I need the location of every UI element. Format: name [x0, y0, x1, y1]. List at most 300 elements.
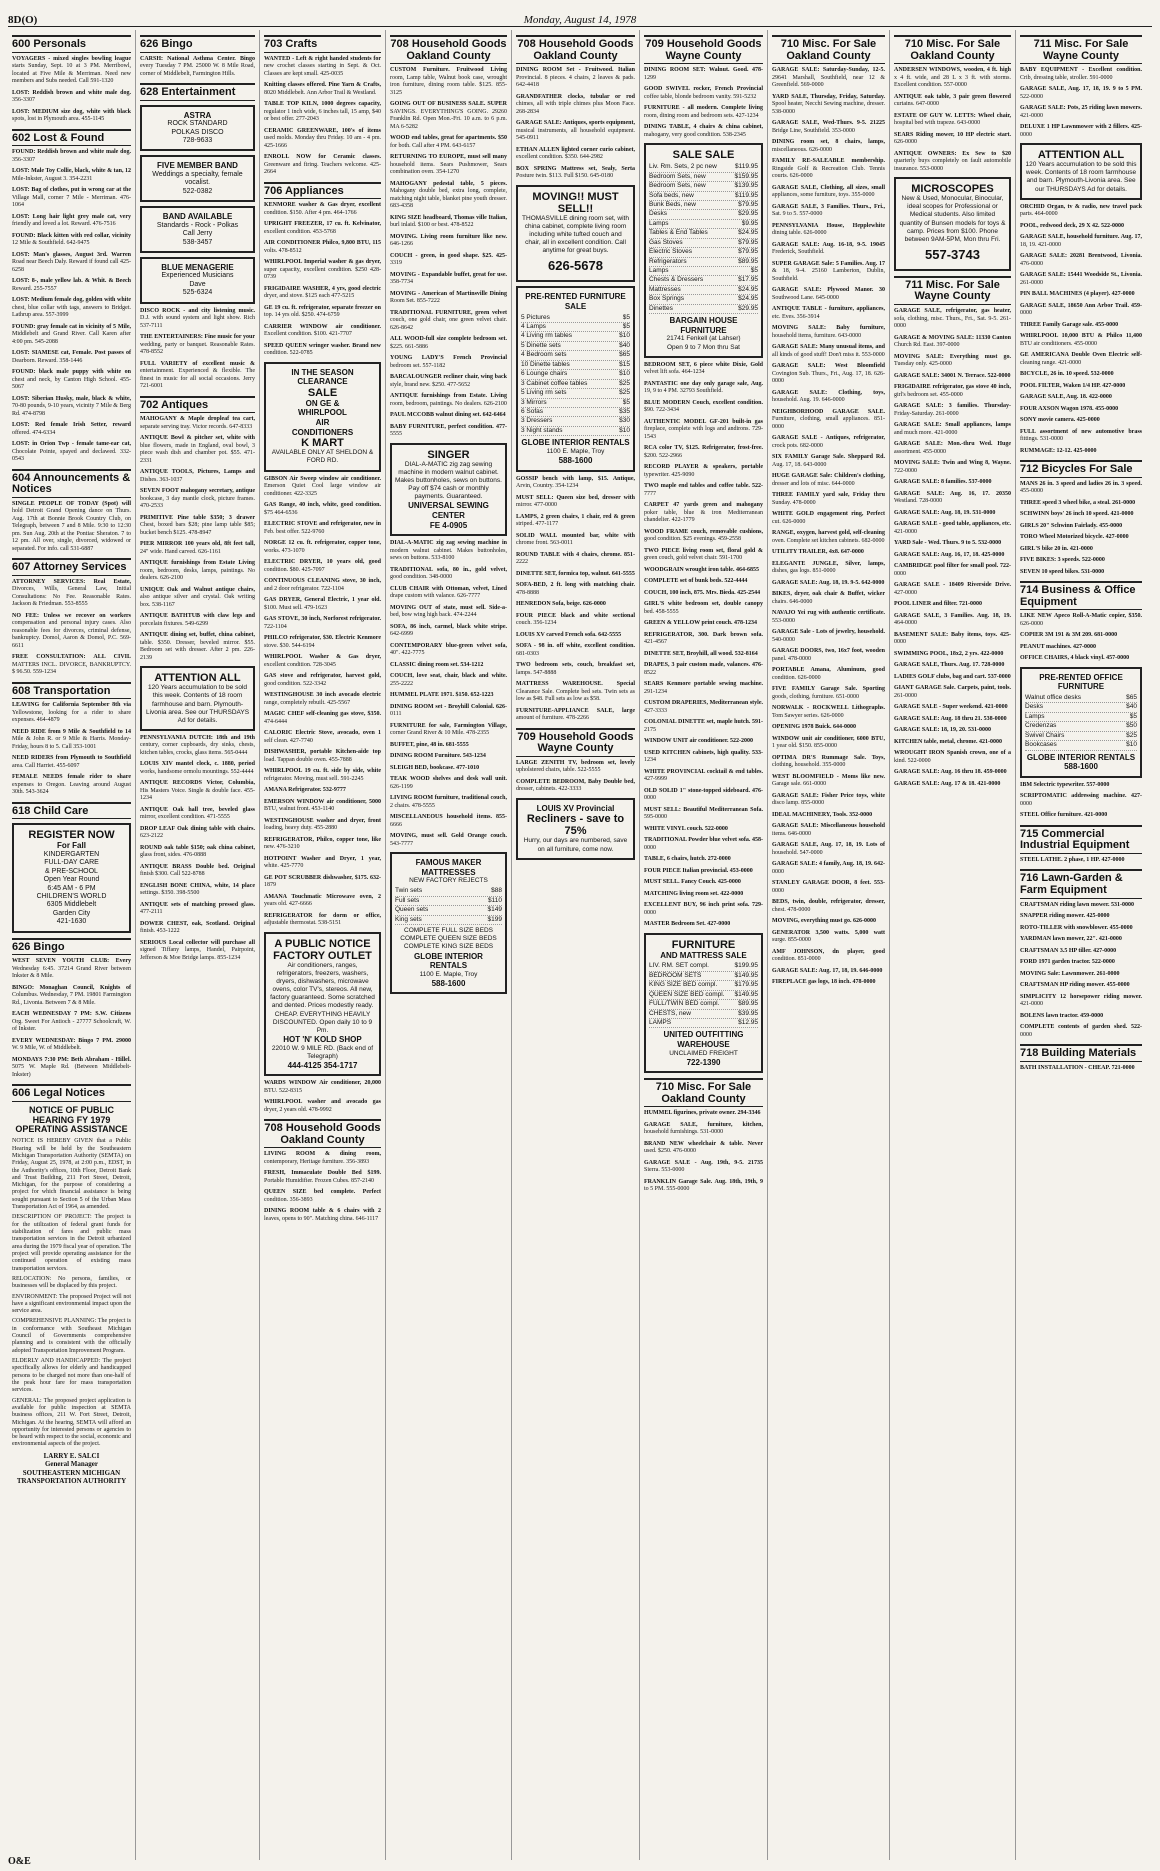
- price-value: $50: [1126, 722, 1137, 730]
- section-heading: 715 Commercial Industrial Equipment: [1020, 825, 1142, 854]
- classified-ad: FULL VARIETY of excellent music & entertainment. Experienced & flexible. The finest in music for all social occasions. Jerry 721-6001: [140, 360, 255, 390]
- classified-ad: DINING ROOM SET: Walnut. Good. 478-1299: [644, 67, 763, 81]
- classified-ad: STEEL Office furniture. 421-0000: [1020, 812, 1108, 819]
- classified-ad: ANTIQUE BRASS Double bed. Original finish $300. Call 522-8788: [140, 863, 255, 878]
- price-value: $10: [619, 370, 630, 378]
- moving-sale-box: [516, 185, 635, 283]
- price-row: [1025, 741, 1137, 750]
- price-row: [521, 427, 630, 436]
- price-value: $199: [487, 915, 502, 923]
- classified-ad: NORGE 12 cu. ft. refrigerator, copper tone, works. 473-1070: [264, 540, 381, 554]
- childcare-line: Open Year Round: [43, 876, 100, 884]
- price-row: [395, 887, 502, 896]
- price-value: $79.95: [738, 248, 758, 256]
- classified-ad: AMANA Refrigerator. 532-9777: [264, 787, 346, 794]
- price-list: [521, 314, 630, 437]
- kmart-line: IN THE SEASON: [291, 367, 354, 377]
- classified-ad: THREE FAMILY yard sale, Friday thru Sunday. 478-0000: [772, 492, 885, 506]
- classified-ad: SNAPPER riding mower. 425-0000: [1020, 913, 1110, 920]
- classified-ad: RCA color TV, $125. Refrigerator, frost-free. $200. 522-2966: [644, 445, 763, 459]
- moving-title: MOVING!! MUST SELL!!: [532, 190, 619, 215]
- band-ad-box: [140, 206, 255, 253]
- price-value: $25: [1126, 731, 1137, 739]
- recliner-sale-box: [516, 798, 635, 860]
- classified-ad: KING SIZE headboard, Thomas ville Italian, burl inlaid. $100 or best. 478-8522: [390, 214, 507, 229]
- microscopes-phone: 557-3743: [925, 246, 980, 262]
- price-item: 10 Dinette tables: [521, 360, 570, 368]
- price-value: $30: [619, 417, 630, 425]
- classified-ad: COPIER 3M 191 & 3M 209. 681-0000: [1020, 632, 1118, 639]
- classified-ad: EMERSON WINDOW air conditioner, 5000 BTU, walnut front. 453-1140: [264, 798, 381, 813]
- office-store: GLOBE INTERIOR RENTALS: [1026, 752, 1136, 762]
- price-item: 6 Sofas: [521, 407, 544, 415]
- notice-paragraph: COMPREHENSIVE PLANNING: The project is in conformance with Southeast Michigan Council of Governments comprehensive planning and is consistent with the officially adopted Transportation Improvement Program.: [12, 1318, 131, 1354]
- band-ad-line: 522-0382: [182, 187, 213, 195]
- classified-ad: STANLEY GARAGE DOOR, 8 feet. 553-0000: [772, 880, 885, 894]
- classified-ad: HUMMEL figurines, private owner. 294-3346: [644, 1110, 761, 1117]
- classified-ad: CUSTOM Furniture. Fruitwood Living room, Lamp table, Walnut book case, wrought iron furniture, dining room table. $125. 855-3125: [390, 67, 507, 96]
- classified-ad: ANTIQUE furnishings from Estate Living room, bedroom, desks, lamps, paintings. No dealers. 626-2100: [140, 560, 255, 582]
- price-item: KING SIZE BED compl.: [649, 981, 718, 989]
- notice-paragraph: RELOCATION: No persons, families, or businesses will be displaced by this project.: [12, 1275, 131, 1290]
- childcare-line: CHILDREN'S WORLD: [36, 892, 107, 900]
- classified-ad: REFRIGERATOR for dorm or office, adjustable thermostat. 538-5151: [264, 912, 381, 927]
- classified-ad: TABLE, 6 chairs, hutch. 272-0000: [644, 856, 731, 863]
- classified-ad: GARAGE SALE - 18409 Riverside Drive. 427-0000: [894, 582, 1011, 596]
- classified-ad: BEDS, twin, double, refrigerator, dresser, chest. 478-0000: [772, 899, 885, 913]
- price-row: [649, 201, 758, 210]
- classified-ad: POOL FILTER, Waken 1/4 HP. 427-0000: [1020, 382, 1126, 389]
- classified-ad: GARAGE SALE: Aug. 16, 17. 20350 Westland. 728-0000: [894, 490, 1011, 505]
- column-3: [260, 30, 386, 1860]
- band-ad-line: Experienced Musicians: [161, 272, 234, 280]
- price-item: Dinettes: [649, 304, 673, 312]
- classified-ad: GE POT SCRUBBER dishwasher, $175. 632-1879: [264, 874, 381, 889]
- price-value: $24.95: [738, 285, 758, 293]
- price-row: [649, 210, 758, 219]
- classified-ad: GARAGE SALE: Aug. 18 thru 21. 538-0000: [894, 715, 1007, 722]
- classified-ad: SEVEN FOOT mahogany secretary, antique bookcase, 3 day mantle clock, picture frames. 470-2533: [140, 488, 255, 510]
- classified-ad: MOVING. Living room furniture like new. 646-1266: [390, 233, 507, 248]
- classified-ad: WESTINGHOUSE 30 inch avocado electric range, completely rebuilt. 425-5567: [264, 692, 381, 706]
- price-row: [649, 276, 758, 285]
- classified-ad: GARAGE SALE: Pots, 25 riding lawn mowers. 421-0000: [1020, 105, 1142, 119]
- classified-ad: GARAGE SALE: Small appliances, lamps and much more. 421-0000: [894, 422, 1011, 436]
- classified-ad: CERAMIC GREENWARE, 100's of items used molds. Monday thru Friday. 10 am - 4 pm. 425-1666: [264, 127, 381, 149]
- classified-ad: THREE Family Garage sale. 455-0000: [1020, 321, 1119, 328]
- notice-org: SOUTHEASTERN MICHIGAN TRANSPORTATION AUTHORITY: [16, 1468, 127, 1485]
- section-heading: 708 Household Goods Oakland County: [264, 1119, 381, 1148]
- price-value: $29.95: [738, 210, 758, 218]
- classified-ad: FIVE FAMILY Garage Sale. Sporting goods, clothing, furniture. 651-0000: [772, 686, 885, 700]
- classified-ad: SINGLE PEOPLE OF TODAY (Spot) will hold Detroit Grand Opening dance on Thurs. Aug. 17th at Bonnie Brook Country Club, on Telegraph, between 7 and 8 Mile. 9:30 to 12:30 pm. Sun Aug. 20th at the Pontiac Sheraton. 7 to 12 pm. All over, single, divorced, widowed or separated. For info. call 531-6887: [12, 500, 131, 552]
- classified-ad: ANTIQUE RECORDS Victor, Columbia, His Masters Voice. Single & double face. 455-1234: [140, 780, 255, 802]
- office-furniture-box: [1020, 667, 1142, 778]
- price-item: Refrigerators: [649, 257, 687, 265]
- classified-ad: REFRIGERATOR, Philco, copper tone, like new. 476-3210: [264, 836, 381, 851]
- classified-ad: COMPLETE BEDROOM, Baby Double bed, dresser, cabinets. 422-3333: [516, 778, 635, 793]
- classified-ad: CLUB CHAIR with Ottoman, velvet, Lined drape custom with valance. 626-7777: [390, 585, 507, 600]
- classified-ad: AMANA Touchmatic Microwave oven, 2 years old. 427-6666: [264, 893, 381, 908]
- price-value: $88: [491, 887, 502, 895]
- notice-paragraph: DESCRIPTION OF PROJECT: The project is for the utilization of federal grant funds for stabilization of fares and public mass transportation services in the Detroit urbanized area during the 1979 fiscal year of operation. The project will provide operating assistance for the continued operation of existing mass transportation services.: [12, 1214, 131, 1272]
- childcare-line: FULL-DAY CARE: [44, 859, 99, 867]
- classified-ad: DOWER CHEST, oak, Scotland. Original finish. 453-1222: [140, 920, 255, 935]
- classified-ad: CARPET 47 yards green and mahogany poker table, blue & iron Mediterranean chandelier. 422-1779: [644, 502, 763, 524]
- mattress-title: FAMOUS MAKER MATTRESSES: [415, 858, 482, 877]
- classified-ad: BEDROOM SET, 6 piece white Dixie, Gold velvet lift sofa. 464-1234: [644, 361, 763, 376]
- classified-ad: GARAGE SALE: 8 families. 537-0000: [894, 479, 992, 486]
- classified-ad: FURNITURE for sale, Farmington Village, corner Grand River & 10 Mile. 478-2355: [390, 722, 507, 737]
- band-ad-line: POLKAS DISCO: [171, 128, 224, 136]
- classified-ad: GARAGE SALE: 34001 N. Terrace. 522-0000: [894, 372, 1011, 379]
- price-item: CHESTS, new: [649, 1009, 691, 1017]
- classified-ad: WHIRLPOOL Imperial washer & gas dryer, super capacity, excellent condition. $250 428-0739: [264, 259, 381, 281]
- classified-ad: FURNITURE - all modern. Complete living room, dining room and bedroom sets. 427-1234: [644, 105, 763, 119]
- price-row: [1025, 694, 1137, 703]
- classified-ad: ANTIQUE TOOLS, Pictures, Lamps and Dishes. 363-1037: [140, 469, 255, 483]
- classified-ad: ROTO-TILLER with snowblower. 455-0000: [1020, 924, 1133, 931]
- classified-ad: FOUR PIECE Italian provincial. 453-0000: [644, 867, 753, 874]
- price-item: 3 Night stands: [521, 426, 563, 434]
- price-item: Chests & Dressers: [649, 276, 704, 284]
- price-value: $89.95: [738, 1000, 758, 1008]
- classified-ad: KENMORE washer & Gas dryer, excellent condition. $150. After 4 pm. 464-1766: [264, 202, 381, 216]
- classified-ad: GARAGE SALE: Saturday-Sunday, 12-5. 29641 Marshall, Southfield, near 12 & Greenfield. 569-0000: [772, 67, 885, 89]
- classified-ad: GARAGE SALE: Clothing, toys, household. Aug. 19. 646-0000: [772, 389, 885, 404]
- classified-ad: VOYAGERS - mixed singles bowling league starts Sunday, Sept. 10 at 3 PM. Merribowl, located at Five Mile & Merriman. Need new members and Subs needed. Call 591-1320: [12, 55, 131, 85]
- price-row: [521, 332, 630, 341]
- attention-title: ATTENTION ALL: [1037, 149, 1125, 162]
- classified-ad: SERIOUS Local collector will purchase all signed Tiffany lamps, Handel, Pairpoint, Jefferson & Moe Bridge lamps. 855-1234: [140, 939, 255, 961]
- classified-ad: WINDOW unit air conditioner, 6000 BTU, 1 year old. $150. 855-0000: [772, 735, 885, 750]
- notice-signer: LARRY E. SALCI: [43, 1451, 100, 1460]
- band-ad-box: [140, 257, 255, 304]
- classified-ad: MAGIC CHEF self-cleaning gas stove, $350. 474-6444: [264, 711, 381, 725]
- price-value: $65: [1126, 694, 1137, 702]
- section-heading: 714 Business & Office Equipment: [1020, 581, 1142, 610]
- factory-outlet-box: [264, 932, 381, 1077]
- price-row: [1025, 722, 1137, 731]
- column-4: [386, 30, 512, 1860]
- price-value: $12.95: [738, 1018, 758, 1026]
- price-value: $17.95: [738, 276, 758, 284]
- price-value: $5: [622, 398, 630, 406]
- attention-text: 120 Years accumulation to be sold this week. Contents of 18 room farmhouse and barn. Plymouth-Livonia area. See our THURSDAYS Ad for details.: [1025, 161, 1137, 193]
- classified-ad: LOST: in Orion Twp - female tame-ear cat, Chocolate Pointe, spayed and declawed. 332-0543: [12, 441, 131, 463]
- price-item: Bookcases: [1025, 741, 1057, 749]
- kmart-ad-box: [264, 362, 381, 472]
- classified-ad: TWO bedroom sets, couch, breakfast set, lamps. 547-8888: [516, 662, 635, 676]
- band-ad-line: Weddings a specialty, female vocalist.: [152, 170, 243, 187]
- classified-ad: GARAGE SALE: Aug. 16-18, 9-5. 19045 Frederick, Southfield.: [772, 241, 885, 256]
- price-value: $159.95: [734, 172, 758, 180]
- section-heading: 708 Household Goods Oakland County: [516, 35, 635, 64]
- price-value: $10: [619, 332, 630, 340]
- section-heading: 608 Transportation: [12, 682, 131, 700]
- price-row: [649, 173, 758, 182]
- classified-ad: PANTASTIC one day only garage sale, Aug. 19, 9 to 4 PM. 32793 Southfield.: [644, 380, 763, 395]
- band-ad-line: 728-9633: [182, 136, 213, 144]
- mattress-line: COMPLETE QUEEN SIZE BEDS: [400, 935, 497, 943]
- classified-ad: FREE CONSULTATION: ALL CIVIL MATTERS INCL. DIVORCE, BANKRUPTCY. $ 96.50. 559-1234: [12, 654, 131, 676]
- classified-ad: UPRIGHT FREEZER, 17 cu. ft. Kelvinator, excellent condition. 453-5768: [264, 221, 381, 235]
- classified-ad: GARAGE SALE: Mon.-thru Wed. Huge assortment. 455-0000: [894, 441, 1011, 455]
- section-heading: 703 Crafts: [264, 35, 381, 53]
- classified-ad: ANTIQUE TABLE - furniture, appliances, etc. Eves. 356-3914: [772, 306, 885, 320]
- classified-ad: GARAGE SALE: Aug. 16 thru 18. 459-0000: [894, 769, 1007, 776]
- band-ad-line: ASTRA: [183, 110, 212, 120]
- price-item: 5 Living rm sets: [521, 389, 567, 397]
- prerented-store: GLOBE INTERIOR RENTALS: [521, 438, 630, 448]
- childcare-line: Garden City: [52, 909, 91, 917]
- classified-ad: ANTIQUE dining set, buffet, china cabinet, table. $350. Dresser, beveled mirror. $55. Bedroom set with dresser. After 2 pm. 226-2139: [140, 632, 255, 661]
- singer-phone: FE 4-0905: [429, 520, 468, 530]
- classified-ad: POOL LINER and filter. 721-0000: [894, 601, 982, 608]
- classified-ad: MOVING, must sell. Gold Orange couch. 543-7777: [390, 833, 507, 847]
- classified-ad: TRADITIONAL sofa, 80 in., gold velvet, good condition. 348-0000: [390, 566, 507, 581]
- price-item: 4 Bedroom sets: [521, 351, 567, 359]
- price-row: [649, 1000, 758, 1009]
- price-value: $10: [619, 426, 630, 434]
- price-item: Lamps: [649, 219, 669, 227]
- classified-ad: SOFA - 98 in. off white, excellent condition. 681-0303: [516, 643, 635, 657]
- price-row: [649, 962, 758, 971]
- classified-ad: GOSSIP bench with lamp, $15. Antique, Arvin, Country. 354-1234: [516, 475, 635, 490]
- price-item: Tables & End Tables: [649, 229, 708, 237]
- classified-ad: GAS stove and refrigerator, harvest gold, good condition. 522-3342: [264, 673, 381, 687]
- classified-ad: EVERY WEDNESDAY: Bingo 7 PM. 29000 W. 9 Mile, W. of Middlebelt.: [12, 1037, 131, 1052]
- price-row: [521, 399, 630, 408]
- classified-ad: GE AMERICANA Double Oven Electric self-cleaning range. 421-0000: [1020, 352, 1142, 366]
- classified-ad: GE 19 cu. ft. refrigerator, separate freezer on top. 14 yrs old. $250. 474-6759: [264, 304, 381, 319]
- notice-paragraph: NOTICE IS HEREBY GIVEN that a Public Hearing will be held by the Southeastern Michigan Transportation Authority (SEMTA) on Friday, August 25, 1978, at 2:00 p.m., EDST, in the Authority's offices, 10th Floor, Detroit Bank and Trust Building, 211 Fort Street, Detroit, Michigan, for the purpose of considering a project for which financial assistance is being sought pursuant to Section 5 of the Urban Mass Transportation Act of 1964, as amended.: [12, 1138, 131, 1211]
- classified-ad: HUGE GARAGE Sale: Children's clothing, dresser and lots of misc. 644-0000: [772, 473, 885, 487]
- attention-ad-box: [140, 666, 255, 731]
- price-row: [649, 220, 758, 229]
- mattress-phone: 588-1600: [431, 978, 466, 988]
- childcare-line: KINDERGARTEN: [43, 851, 100, 859]
- classified-ad: WHIRLPOOL Washer & Gas dryer, excellent condition. 728-3045: [264, 654, 381, 668]
- section-heading: 711 Misc. For Sale Wayne County: [894, 276, 1011, 305]
- price-value: $119.95: [734, 163, 758, 171]
- factory-title: A PUBLIC NOTICE FACTORY OUTLET: [273, 937, 372, 962]
- singer-ad-box: [390, 443, 507, 537]
- classified-ad: PENNSYLVANIA DUTCH: 18th and 19th century, corner cupboards, dry sinks, chests, kitchen tables, crocks, glass items. 565-0444: [140, 734, 255, 756]
- page-number: 8D(O): [8, 14, 38, 26]
- price-item: Queen sets: [395, 906, 429, 914]
- classified-ad: DINING room set, 8 chairs, lamps, miscellaneous. 626-0000: [772, 139, 885, 153]
- classified-ad: GARAGE SALE, 3 Families. Aug. 18, 19. 464-0000: [894, 612, 1011, 627]
- band-ad-line: Dave: [189, 280, 206, 288]
- classified-ad: MOVING SALE: Everything must go. Tuesday only. 425-0000: [894, 353, 1011, 368]
- attention-ad-box: [1020, 143, 1142, 200]
- classified-ad: WHITE PROVINCIAL cocktail & end tables. 427-9999: [644, 768, 763, 783]
- classified-ad: CRAFTSMAN riding lawn mower. 531-0000: [1020, 901, 1134, 908]
- classified-ad: CALORIC Electric Stove, avocado, oven 1 self clean. 427-7740: [264, 730, 381, 744]
- classified-ad: GARAGE Sale - Lots of jewelry, household. 540-0000: [772, 629, 885, 643]
- price-row: [395, 906, 502, 915]
- column-9: [1016, 30, 1146, 1860]
- band-ad-line: ROCK STANDARD: [167, 120, 228, 128]
- classified-ad: GARAGE SALE, Thurs. Aug. 17. 728-0000: [894, 662, 1005, 669]
- price-row: [395, 916, 502, 925]
- classified-ad: PEANUT machines. 427-0000: [1020, 643, 1097, 650]
- childcare-title: REGISTER NOW: [28, 829, 115, 842]
- childcare-ad-box: [12, 823, 131, 932]
- bargain-addr: 21741 Fenkell (at Lahser): [666, 335, 741, 343]
- classified-ad: GARAGE SALE: Aug. 18, 19. 9-5. 642-0000: [772, 579, 885, 586]
- price-item: Credenzas: [1025, 722, 1057, 730]
- classified-ad: LAMPS, 2 green chairs, 1 chair, red & green striped. 477-1177: [516, 513, 635, 528]
- classified-ad: ANDERSEN WINDOWS, wooden, 4 ft. high x 4 ft. wide, and 28 L x 3 ft. with storms. Excellent condition. 557-0000: [894, 67, 1011, 89]
- classified-ad: ANTIQUE Bowl & pitcher set, white with blue flowers, made in England, oval bowl, 3 piece wash dish and chamber pot. $55. 471-2331: [140, 435, 255, 464]
- price-value: $40: [619, 341, 630, 349]
- classified-ad: DINING ROOM Set - Fruitwood. Italian Provincial. 8 pieces. 4 chairs, 2 leaves & pads. 642-4418: [516, 67, 635, 89]
- classified-ad: WROUGHT IRON Spanish crown, one of a kind. 522-0000: [894, 750, 1011, 764]
- band-ad-line: Call Jerry: [182, 230, 213, 238]
- classified-ad: ANTIQUE Oak hall tree, beveled glass mirror, excellent condition. 471-5555: [140, 806, 255, 821]
- furniture-addr: UNCLAIMED FREIGHT: [669, 1049, 738, 1057]
- classified-ad: GARAGE SALE, Wed-Thurs. 9-5. 21225 Bridge Line, Southfield. 353-0000: [772, 120, 885, 134]
- classified-ad: GRANDFATHER clocks, tubular or rod chimes, all with triple chimes plus Moon Face. 268-2834: [516, 93, 635, 115]
- price-item: 3 Mirrors: [521, 398, 547, 406]
- classified-ad: DINING ROOM table & 6 chairs with 2 leaves, opens to 90". Matching china. 646-1117: [264, 1208, 381, 1222]
- mattress-ad-box: [390, 852, 507, 994]
- factory-addr: 22010 W. 9 MILE RD. (Back end of Telegraph): [271, 1044, 374, 1060]
- classified-ad: MUST SELL: Queen size bed, dresser with mirror. 477-0000: [516, 494, 635, 509]
- classified-ad: FIREPLACE gas logs, 18 inch. 478-0000: [772, 979, 876, 986]
- classified-ad: GENERATOR 3,500 watts. 5,000 watt surge. 855-0000: [772, 929, 885, 944]
- band-ad-line: BLUE MENAGERIE: [161, 262, 234, 272]
- price-value: $199.95: [734, 962, 758, 970]
- classified-ad: MAHOGANY & Maple dropleaf tea cart, separate serving tray. Victor records. 647-8333: [140, 416, 255, 430]
- classified-ad: BOX SPRING Mattress set, Sealy, Serta Posture twin. $113. Full $150. 645-0180: [516, 165, 635, 180]
- price-row: [649, 239, 758, 248]
- classified-ad: GIANT GARAGE Sale. Carpets, paint, tools. 261-0000: [894, 685, 1011, 699]
- moving-phone: 626-5678: [548, 258, 603, 274]
- column-5: [512, 30, 640, 1860]
- price-value: $89.95: [738, 257, 758, 265]
- price-row: [649, 972, 758, 981]
- classified-ad: ANTIQUE oak table, 3 pair green flowered curtains. 647-0000: [894, 93, 1011, 108]
- classified-ad: ANTIQUE BATHTUB with claw legs and porcelain fixtures. 549-6299: [140, 613, 255, 627]
- kmart-line: SALE: [307, 386, 338, 399]
- price-value: $25: [619, 379, 630, 387]
- classified-ad: YARDMAN lawn mower, 22". 421-0000: [1020, 936, 1122, 943]
- notice-paragraph: GENERAL: The proposed project application is available for public inspection at SEMTA business offices, 211 W. Fort Street, Detroit, Michigan. At the hearing, SEMTA will afford an opportunity for interested persons or agencies to be heard with respect to the social, economic and environmental aspects of the project.: [12, 1397, 131, 1448]
- bargain-sale-box: [644, 143, 763, 358]
- classified-ad: GARAGE SALE: Aug. 17, 18, 19. 646-0000: [772, 967, 883, 974]
- recliner-title: LOUIS XV Provincial: [536, 803, 615, 813]
- classified-ad: POOL, redwood deck, 29 X 42. 522-0000: [1020, 222, 1125, 229]
- price-item: 4 Living rm tables: [521, 332, 572, 340]
- classified-ad: QUEEN SIZE bed complete. Perfect condition. 356-3893: [264, 1189, 381, 1203]
- column-6: [640, 30, 768, 1860]
- price-item: Swivel Chairs: [1025, 731, 1065, 739]
- classified-ad: GARAGE SALE, 18650 Ann Arbor Trail. 459-0000: [1020, 302, 1142, 317]
- price-item: Electric Stoves: [649, 248, 692, 256]
- masthead: [8, 6, 1152, 27]
- classified-ad: GARAGE & MOVING SALE: 11330 Canton Church Rd. East. 397-0000: [894, 334, 1011, 349]
- price-row: [649, 991, 758, 1000]
- classified-ad: RUMMAGE: 12-12. 425-0000: [1020, 447, 1097, 454]
- mattress-store: GLOBE INTERIOR RENTALS: [414, 951, 483, 971]
- price-value: $29.95: [738, 304, 758, 312]
- classified-ad: COUCH - green, in good shape. $25. 425-3319: [390, 252, 507, 267]
- classified-ad: ENROLL NOW for Ceramic classes. Greenware and firing. Teachers welcome. 425-2664: [264, 154, 381, 176]
- classified-ad: GAS Range, 40 inch, white, good condition. $75 464-6536: [264, 502, 381, 516]
- classified-ad: TABLE TOP KILN, 1000 degrees capacity, regulator 1 inch wide, 6 inches tall, 15 amp, $40 or best offer. 277-2043: [264, 101, 381, 123]
- band-ad-box: [140, 155, 255, 202]
- classified-ad: GARAGE SALE: Miscellaneous household items. 646-0000: [772, 823, 885, 837]
- notice-paragraph: ELDERLY AND HANDICAPPED: The project specifically allows for elderly and handicapped persons to be charged not more than one-half of the peak hour fare for mass transportation services.: [12, 1358, 131, 1394]
- section-heading: 712 Bicycles For Sale: [1020, 460, 1142, 478]
- price-item: 3 Dressers: [521, 417, 553, 425]
- price-value: $10: [1126, 741, 1137, 749]
- classified-ad: ANTIQUE sets of matching pressed glass. 477-2111: [140, 901, 255, 916]
- classified-ad: LOST: Medium female dog, golden with white chest, blue collar with tags, answers to Bridget. Lathrup area. 557-3999: [12, 297, 131, 319]
- classified-ad: SLEIGH BED, bookcase. 477-1010: [390, 764, 480, 771]
- price-value: $139.95: [734, 182, 758, 190]
- classified-ad: CARRIER WINDOW air conditioner. Excellent condition. $100. 421-7707: [264, 323, 381, 338]
- factory-phones: 444-4125 354-1717: [287, 1060, 358, 1070]
- classified-ad: LOST: Red female Irish Setter, reward offered. 474-6334: [12, 422, 131, 436]
- classified-ad: NORWALK - ROCKWELL Lithographs. Tom Sawyer series. 626-0000: [772, 705, 885, 719]
- prerented-addr: 1100 E. Maple, Troy: [546, 447, 605, 455]
- classified-ad: LOUIS XIV mantel clock, c. 1880, period works, handsome ormolu mountings. 552-4444: [140, 761, 255, 775]
- microscopes-text: New & Used, Monocular, Binocular, ideal scopes for Professional or Medical students. Also limited quantity of Bunsen models for toys & camp. Prices from $100. Phone between 9AM-5PM, Mon thru Fri.: [899, 195, 1006, 243]
- classified-ad: GARAGE SALE - Antiques, refrigerator, crock pots. 682-0000: [772, 435, 885, 449]
- price-item: Twin sets: [395, 887, 423, 895]
- classified-ad: THREE speed 3 wheel bike, a steal. 261-0000: [1020, 499, 1136, 506]
- price-value: $110: [488, 896, 502, 904]
- price-value: $24.95: [738, 229, 758, 237]
- classified-ad: BOLENS lawn tractor. 459-0000: [1020, 1012, 1104, 1019]
- classified-ad: BRAND NEW wheelchair & table. Never used. $250. 476-0000: [644, 1140, 763, 1155]
- classified-ad: ETHAN ALLEN lighted corner curio cabinet, excellent condition. $350. 644-2982: [516, 146, 635, 161]
- price-row: [521, 408, 630, 417]
- classified-ad: LOST: MEDIUM size dog, white with black spots, lost in Plymouth area. 455-1145: [12, 108, 131, 123]
- classified-ad: NO FEE: Unless we recover on workers compensation and personal injury cases. Also reasonable fees for divorces, criminal defense, bankruptcy. Domol, Aaron & Domol, P.C. 569-6611: [12, 612, 131, 649]
- classified-ad: FOUND: Reddish brown and white male dog. 356-3307: [12, 149, 131, 163]
- price-list: [395, 887, 502, 925]
- price-row: [649, 286, 758, 295]
- band-ad-line: 538-3457: [182, 238, 213, 246]
- price-row: [649, 182, 758, 191]
- price-row: [521, 417, 630, 426]
- price-value: $25: [619, 389, 630, 397]
- mattress-sub: NEW FACTORY REJECTS: [409, 877, 488, 885]
- classified-ad: DINING ROOM set - Broyhill Colonial. 626-0111: [390, 703, 507, 718]
- price-row: [1025, 713, 1137, 722]
- notice-signer-title: General Manager: [44, 1460, 99, 1469]
- price-item: 6 Lounge chairs: [521, 370, 568, 378]
- classified-ad: IDEAL MACHINERY, Tools. 352-0000: [772, 811, 873, 818]
- classified-ad: BUFFET, pine, 48 in. 681-5555: [390, 741, 469, 748]
- price-row: [649, 267, 758, 276]
- classified-ad: EXCELLENT BUY, 96 inch print sofa. 729-0000: [644, 902, 763, 916]
- price-list: [649, 962, 758, 1028]
- section-heading: 706 Appliances: [264, 182, 381, 200]
- band-ad-line: FIVE MEMBER BAND: [157, 161, 238, 171]
- price-value: $5: [1129, 712, 1137, 720]
- classified-ad: COMPLETE contents of garden shed. 522-0000: [1020, 1024, 1142, 1038]
- price-row: [521, 361, 630, 370]
- classified-ad: WHIRLPOOL 10,000 BTU & Philco 11,400 BTU air conditioners. 455-0000: [1020, 333, 1142, 347]
- price-item: Desks: [649, 210, 668, 218]
- classified-ad: BABY EQUIPMENT - Excellent condition. Crib, dressing table, stroller. 591-0000: [1020, 67, 1142, 81]
